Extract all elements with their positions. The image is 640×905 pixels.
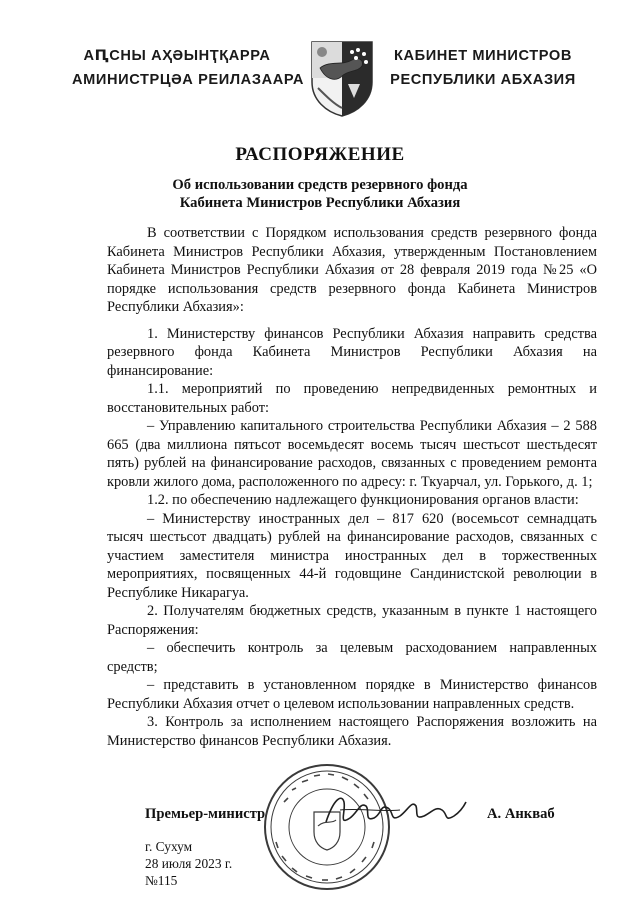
document-subtitle: [0, 176, 640, 212]
document-number: №115: [145, 873, 178, 888]
signatory-name: А. Анкваб: [487, 806, 555, 822]
paragraph-item-2: 2. Получателям бюджетных средств, указанным в пункте 1 настоящего Распоряжения:: [107, 603, 597, 638]
document-body: [107, 224, 597, 750]
document-meta: [145, 838, 232, 889]
header-left-line2: АМИНИСТРЦӘА РЕИЛАЗААРА: [72, 72, 305, 88]
document-title: РАСПОРЯЖЕНИЕ: [235, 144, 405, 165]
document-place: г. Сухум: [145, 839, 193, 854]
paragraph-item-3: 3. Контроль за исполнением настоящего Распоряжения возложить на Министерство финансов Республики Абхазия.: [107, 714, 597, 749]
paragraph-item-1-2-detail: – Министерству иностранных дел – 817 620 (восемьсот семнадцать тысяч шестьсот двадцать) рублей на финансирование расходов, связанных с участием заместителя министра иностранных дел в торжественных мероприятиях, посвященных 44-й годовщине Сандинистской революции в Республике Никарагуа.: [107, 510, 597, 601]
signatory-role: Премьер-министр: [145, 806, 266, 822]
paragraph-item-1-2: 1.2. по обеспечению надлежащего функционирования органов власти:: [147, 492, 579, 508]
paragraph-preamble: В соответствии с Порядком использования средств резервного фонда Кабинета Министров Республики Абхазия, утвержденным Постановлением Кабинета Министров Республики Абхазия от 28 февраля 2019 года №25 «О порядке использования средств резервного фонда Кабинета Министров Республики Абхазия»:: [107, 225, 597, 315]
paragraph-item-2-report: – представить в установленном порядке в Министерство финансов Республики Абхазия отчет о целевом использовании направленных средств.: [107, 677, 597, 712]
paragraph-item-1-1-detail: – Управлению капитального строительства Республики Абхазия – 2 588 665 (два миллиона пятьсот восемьдесят восемь тысяч шестьсот шестьдесят пять) рублей на финансирование расходов, связанных с проведением ремонта кровли жилого дома, расположенного по адресу: г. Ткуарчал, ул. Горького, д. 1;: [107, 418, 597, 490]
paragraph-item-2-control: – обеспечить контроль за целевым расходованием направленных средств;: [107, 640, 597, 675]
header-left-line1: АԤСНЫ АҲӘЫНҬҚАРРА: [83, 48, 271, 64]
paragraph-item-1: 1. Министерству финансов Республики Абхазия направить средства резервного фонда Кабинета Министров Республики Абхазия на финансирование:: [107, 325, 597, 379]
header-right-block: [388, 44, 578, 92]
subtitle-line2: Кабинета Министров Республики Абхазия: [179, 195, 461, 211]
header-left-block: [72, 44, 305, 92]
coat-of-arms-icon: [308, 38, 376, 118]
document-date: 28 июля 2023 г.: [145, 856, 233, 871]
paragraph-item-1-1: 1.1. мероприятий по проведению непредвиденных ремонтных и восстановительных работ:: [107, 381, 597, 416]
handwritten-signature: [320, 788, 470, 836]
header-right-line1: КАБИНЕТ МИНИСТРОВ: [393, 48, 573, 64]
header-right-line2: РЕСПУБЛИКИ АБХАЗИЯ: [390, 72, 576, 88]
subtitle-line1: Об использовании средств резервного фонда: [172, 177, 468, 193]
